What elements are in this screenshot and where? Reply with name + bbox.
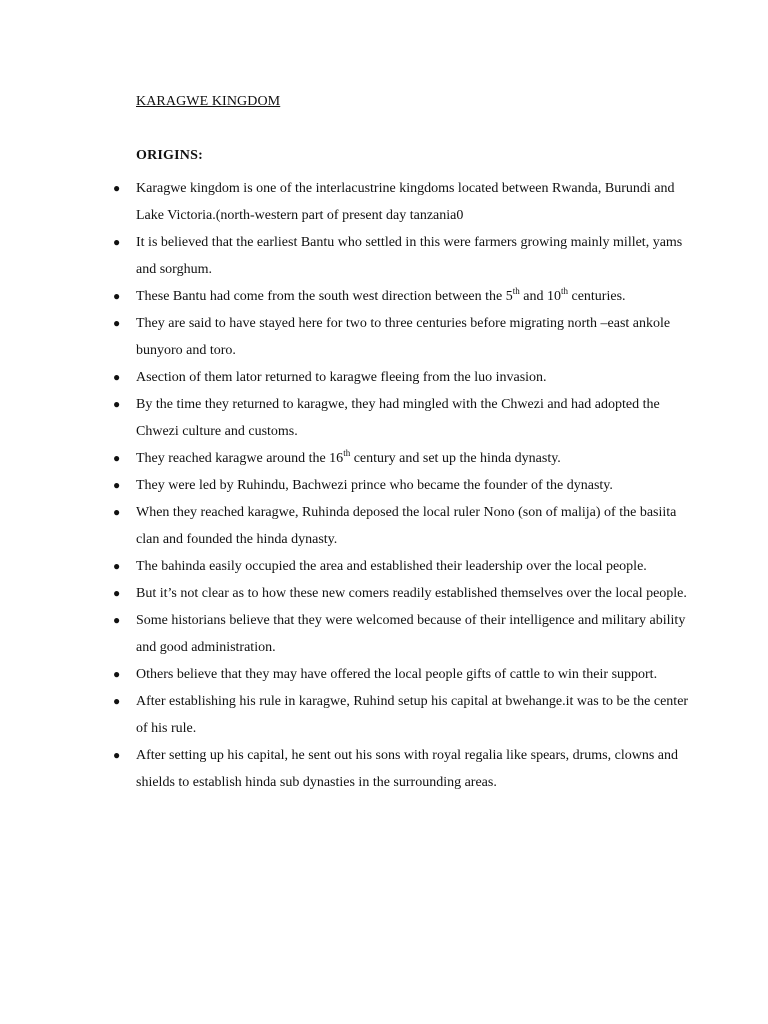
bullet-icon: ●	[113, 559, 121, 573]
list-item-text: But it’s not clear as to how these new comers readily established themselves over the local people.	[136, 586, 687, 601]
list-item-text: When they reached karagwe, Ruhinda deposed the local ruler Nono (son of malija) of the basiita clan and founded the hinda dynasty.	[136, 505, 677, 547]
list-item	[0, 283, 696, 310]
list-item-text: It is believed that the earliest Bantu who settled in this were farmers growing mainly millet, yams and sorghum.	[136, 235, 683, 277]
bullet-icon: ●	[113, 613, 121, 627]
ordinal-superscript: th	[512, 286, 520, 296]
bullet-icon: ●	[113, 316, 121, 330]
bullet-icon: ●	[113, 289, 121, 303]
list-item	[0, 607, 696, 661]
bullet-icon: ●	[113, 451, 121, 465]
list-item-text: After establishing his rule in karagwe, Ruhind setup his capital at bwehange.it was to be the center of his rule.	[136, 694, 689, 736]
list-item	[0, 364, 696, 391]
bullet-icon: ●	[113, 181, 121, 195]
list-item	[0, 310, 696, 364]
list-item-text: Asection of them lator returned to karagwe fleeing from the luo invasion.	[136, 370, 547, 385]
list-item	[0, 472, 696, 499]
list-item	[0, 661, 696, 688]
list-item-text: Some historians believe that they were welcomed because of their intelligence and military ability and good administration.	[136, 613, 686, 655]
list-item	[0, 391, 696, 445]
list-item	[0, 580, 696, 607]
bullet-icon: ●	[113, 235, 121, 249]
list-item-text: These Bantu had come from the south west direction between the 5th and 10th centuries.	[136, 286, 626, 304]
bullet-icon: ●	[113, 505, 121, 519]
bullet-icon: ●	[113, 694, 121, 708]
list-item-text: After setting up his capital, he sent out his sons with royal regalia like spears, drums, clowns and shields to establish hinda sub dynasties in the surrounding areas.	[136, 748, 679, 790]
bullet-icon: ●	[113, 370, 121, 384]
list-item	[0, 445, 696, 472]
bullet-icon: ●	[113, 667, 121, 681]
bullet-icon: ●	[113, 748, 121, 762]
section-heading-origins: ORIGINS:	[136, 148, 203, 163]
list-item	[0, 175, 696, 229]
list-item-text: Others believe that they may have offered the local people gifts of cattle to win their support.	[136, 667, 658, 682]
list-item-text: The bahinda easily occupied the area and established their leadership over the local people.	[136, 559, 647, 574]
list-item-text: They reached karagwe around the 16th century and set up the hinda dynasty.	[136, 448, 561, 466]
bullet-icon: ●	[113, 586, 121, 600]
bullet-icon: ●	[113, 478, 121, 492]
document-title: KARAGWE KINGDOM	[136, 94, 281, 109]
list-item	[0, 553, 696, 580]
list-item	[0, 742, 696, 796]
origins-bullet-list	[0, 175, 768, 796]
list-item-text: They are said to have stayed here for two to three centuries before migrating north –east ankole bunyoro and toro.	[136, 316, 671, 358]
list-item-text: Karagwe kingdom is one of the interlacustrine kingdoms located between Rwanda, Burundi and Lake Victoria.(north-western part of present day tanzania0	[136, 181, 675, 223]
list-item	[0, 229, 696, 283]
list-item-text: By the time they returned to karagwe, they had mingled with the Chwezi and had adopted the Chwezi culture and customs.	[136, 397, 660, 439]
list-item	[0, 499, 696, 553]
list-item	[0, 688, 696, 742]
bullet-icon: ●	[113, 397, 121, 411]
ordinal-superscript: th	[560, 286, 568, 296]
list-item-text: They were led by Ruhindu, Bachwezi prince who became the founder of the dynasty.	[136, 478, 613, 493]
ordinal-superscript: th	[343, 448, 351, 458]
